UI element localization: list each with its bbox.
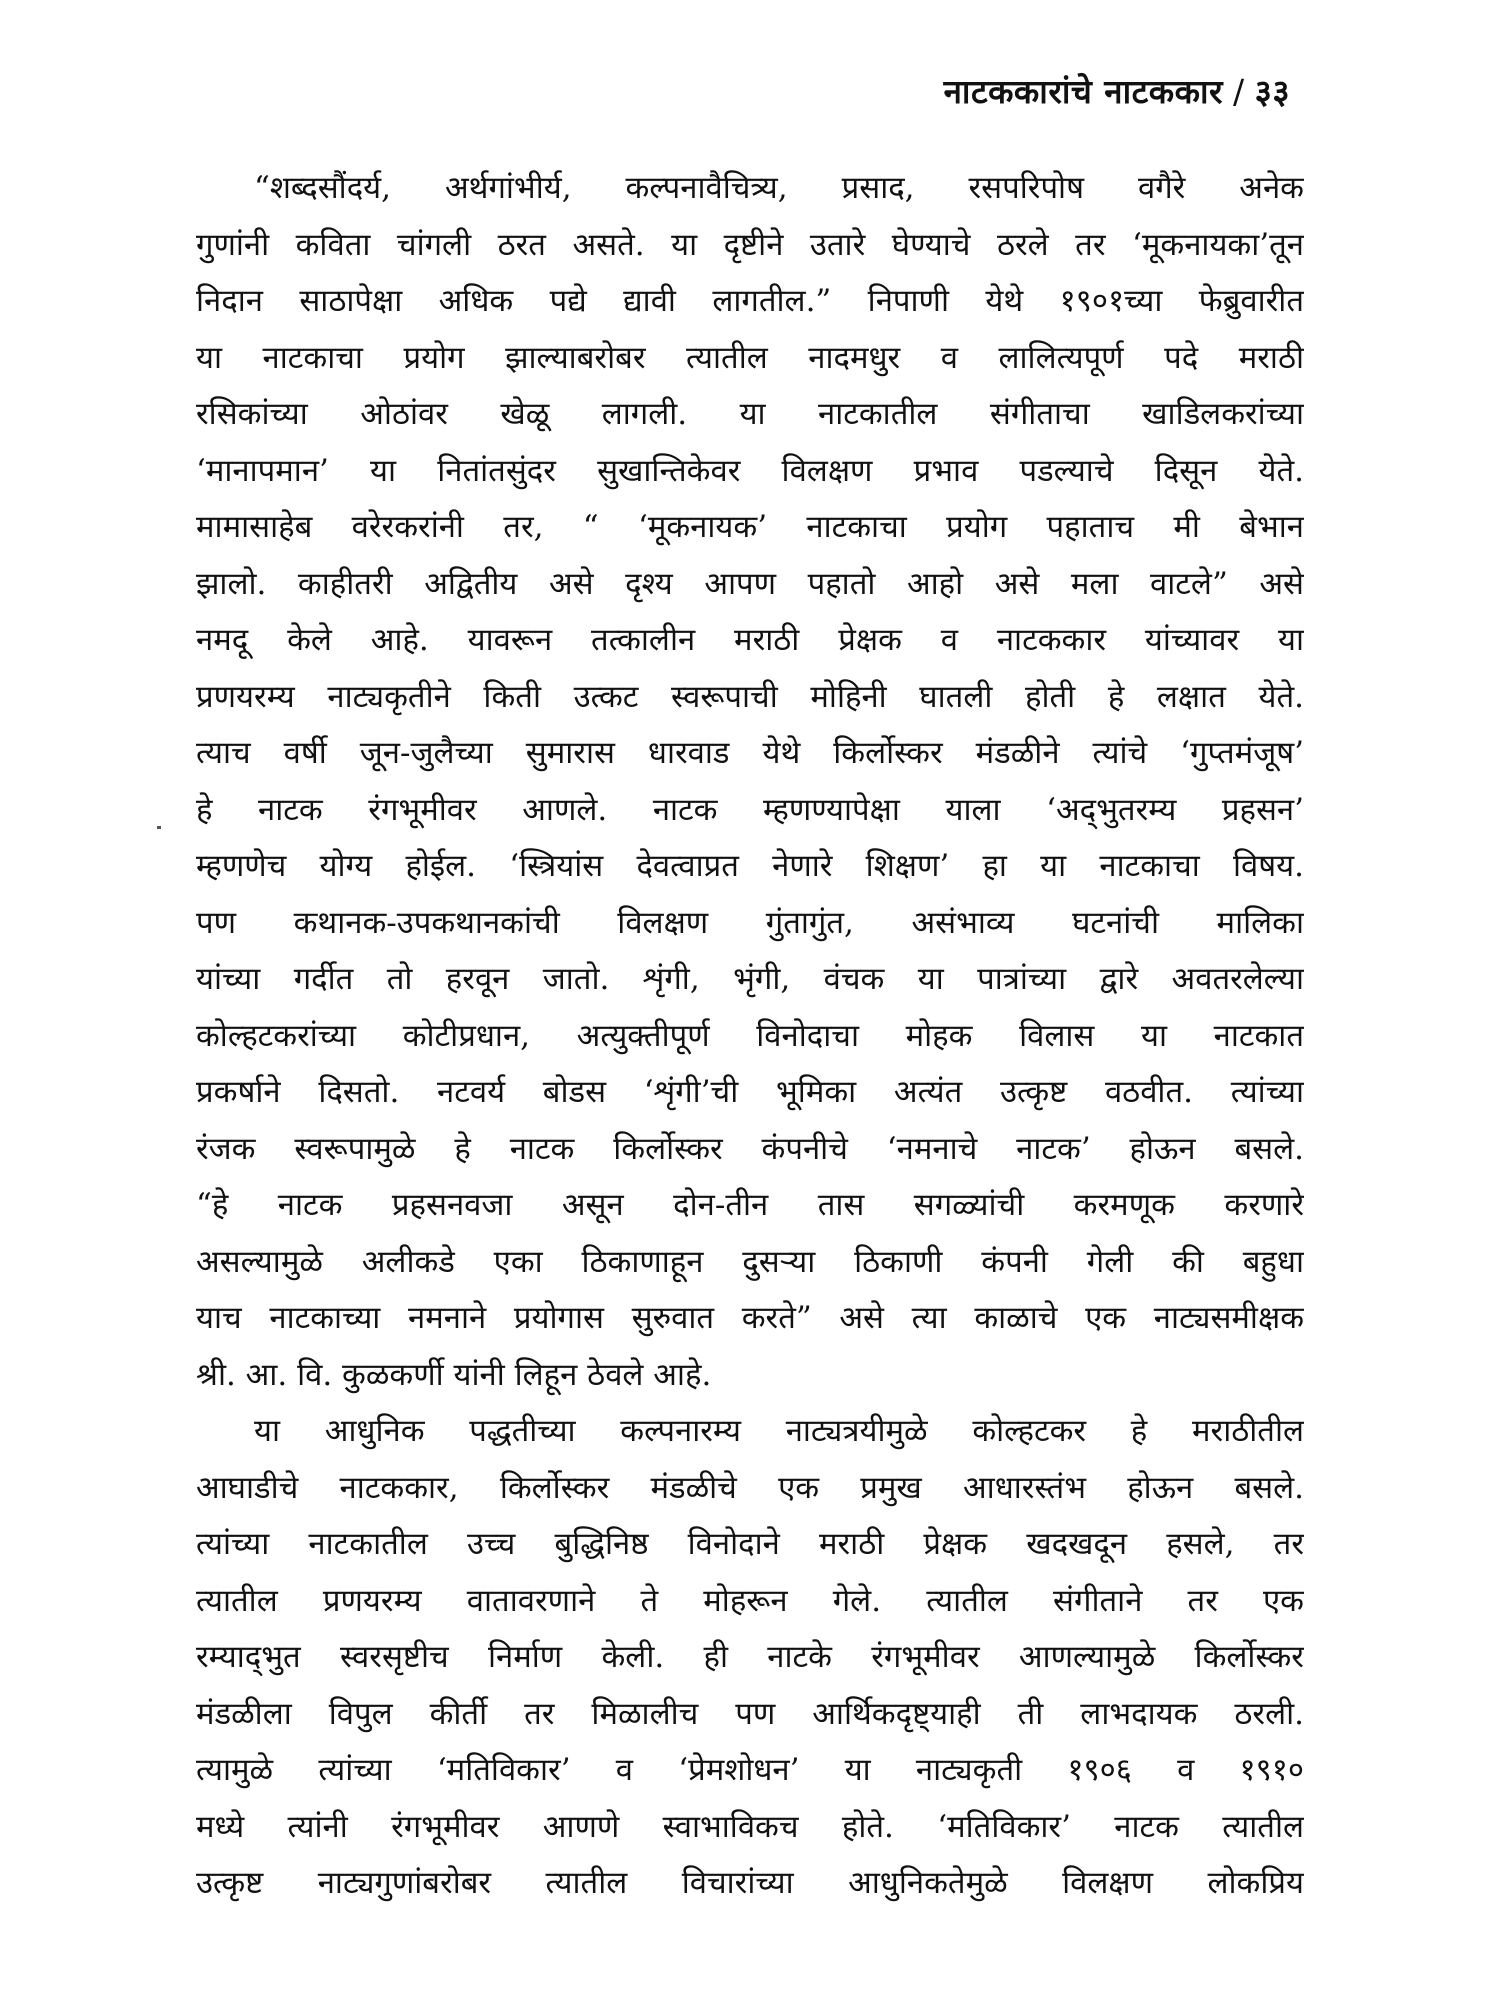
text-line: निदान साठापेक्षा अधिक पद्ये द्यावी लागतील.” निपाणी येथे १९०१च्या फेब्रुवारीत xyxy=(196,283,1304,319)
text-line: त्यामुळे त्यांच्या ‘मतिविकार’ व ‘प्रेमशोधन’ या नाट्यकृती १९०६ व १९१० xyxy=(196,1752,1304,1788)
running-header-separator: / xyxy=(1233,72,1245,111)
text-line: रम्याद्‌भुत स्वरसृष्टीच निर्माण केली. ही नाटके रंगभूमीवर आणल्यामुळे किर्लोस्कर xyxy=(196,1639,1304,1675)
text-line: ‘मानापमान’ या नितांतसुंदर सुखान्तिकेवर विलक्षण प्रभाव पडल्याचे दिसून येते. xyxy=(196,452,1304,489)
text-line: मध्ये त्यांनी रंगभूमीवर आणणे स्वाभाविकच होते. ‘मतिविकार’ नाटक त्यातील xyxy=(196,1808,1304,1845)
text-line: उत्कृष्ट नाट्यगुणांबरोबर त्यातील विचारांच्या आधुनिकतेमुळे विलक्षण लोकप्रिय xyxy=(196,1865,1304,1901)
text-line: कोल्हटकरांच्या कोटीप्रधान, अत्युक्तीपूर्ण विनोदाचा मोहक विलास या नाटकात xyxy=(196,1017,1304,1054)
text-line: रसिकांच्या ओठांवर खेळू लागली. या नाटकातील संगीताचा खाडिलकरांच्या xyxy=(196,396,1304,432)
text-line: त्यांच्या नाटकातील उच्च बुद्धिनिष्ठ विनोदाने मराठी प्रेक्षक खदखदून हसले, तर xyxy=(196,1526,1304,1562)
text-line: रंजक स्वरूपामुळे हे नाटक किर्लोस्कर कंपनीचे ‘नमनाचे नाटक’ होऊन बसले. xyxy=(196,1130,1304,1167)
paragraph-2 xyxy=(196,1403,1304,1912)
text-line: मंडळीला विपुल कीर्ती तर मिळालीच पण आर्थिकदृष्ट्याही ती लाभदायक ठरली. xyxy=(196,1695,1304,1732)
text-line: याच नाटकाच्या नमनाने प्रयोगास सुरुवात करते” असे त्या काळाचे एक नाट्यसमीक्षक xyxy=(196,1300,1304,1336)
text-line: झालो. काहीतरी अद्वितीय असे दृश्य आपण पहातो आहो असे मला वाटले” असे xyxy=(196,565,1304,602)
text-line: त्यातील प्रणयरम्य वातावरणाने ते मोहरून गेले. त्यातील संगीताने तर एक xyxy=(196,1582,1304,1619)
text-line: हे नाटक रंगभूमीवर आणले. नाटक म्हणण्यापेक्षा याला ‘अद्‌भुतरम्य प्रहसन’ xyxy=(196,791,1304,828)
paragraph-1 xyxy=(196,160,1304,1403)
text-line: असल्यामुळे अलीकडे एका ठिकाणाहून दुसऱ्या ठिकाणी कंपनी गेली की बहुधा xyxy=(196,1243,1304,1280)
text-line: श्री. आ. वि. कुळकर्णी यांनी लिहून ठेवले आहे. xyxy=(196,1356,712,1393)
text-line: पण कथानक-उपकथानकांची विलक्षण गुंतागुंत, असंभाव्य घटनांची मालिका xyxy=(196,904,1304,941)
text-line: या नाटकाचा प्रयोग झाल्याबरोबर त्यातील नादमधुर व लालित्यपूर्ण पदे मराठी xyxy=(196,339,1304,376)
text-line: गुणांनी कविता चांगली ठरत असते. या दृष्टीने उतारे घेण्याचे ठरले तर ‘मूकनायका’तून xyxy=(196,226,1304,263)
running-header xyxy=(944,68,1290,113)
text-line: “शब्दसौंदर्य, अर्थगांभीर्य, कल्पनावैचित्र्य, प्रसाद, रसपरिपोष वगैरे अनेक xyxy=(254,170,1304,206)
text-line: म्हणणेच योग्य होईल. ‘स्त्रियांस देवत्वाप्रत नेणारे शिक्षण’ हा या नाटकाचा विषय. xyxy=(196,848,1304,884)
running-header-title: नाटककारांचे नाटककार xyxy=(943,72,1224,111)
text-line: नमदू केले आहे. यावरून तत्कालीन मराठी प्रेक्षक व नाटककार यांच्यावर या xyxy=(196,622,1304,658)
text-line: यांच्या गर्दीत तो हरवून जातो. शृंगी, भृंगी, वंचक या पात्रांच्या द्वारे अवतरलेल्या xyxy=(196,961,1304,997)
body-text xyxy=(196,160,1304,1912)
page-number: ३३ xyxy=(1254,72,1290,111)
text-line: या आधुनिक पद्धतीच्या कल्पनारम्य नाट्यत्रयीमुळे कोल्हटकर हे मराठीतील xyxy=(254,1413,1304,1449)
text-line: प्रणयरम्य नाट्यकृतीने किती उत्कट स्वरूपाची मोहिनी घातली होती हे लक्षात येते. xyxy=(196,678,1304,715)
text-line: आघाडीचे नाटककार, किर्लोस्कर मंडळीचे एक प्रमुख आधारस्तंभ होऊन बसले. xyxy=(196,1469,1304,1506)
stray-ink-mark xyxy=(157,826,161,829)
text-line: त्याच वर्षी जून-जुलैच्या सुमारास धारवाड येथे किर्लोस्कर मंडळीने त्यांचे ‘गुप्तमंजूष’ xyxy=(196,735,1304,771)
text-line: “हे नाटक प्रहसनवजा असून दोन-तीन तास सगळ्यांची करमणूक करणारे xyxy=(196,1187,1304,1223)
text-line: प्रकर्षाने दिसतो. नटवर्य बोडस ‘शृंगी’ची भूमिका अत्यंत उत्कृष्ट वठवीत. त्यांच्या xyxy=(196,1074,1304,1110)
text-line: मामासाहेब वरेरकरांनी तर, “ ‘मूकनायक’ नाटकाचा प्रयोग पहाताच मी बेभान xyxy=(196,509,1304,545)
